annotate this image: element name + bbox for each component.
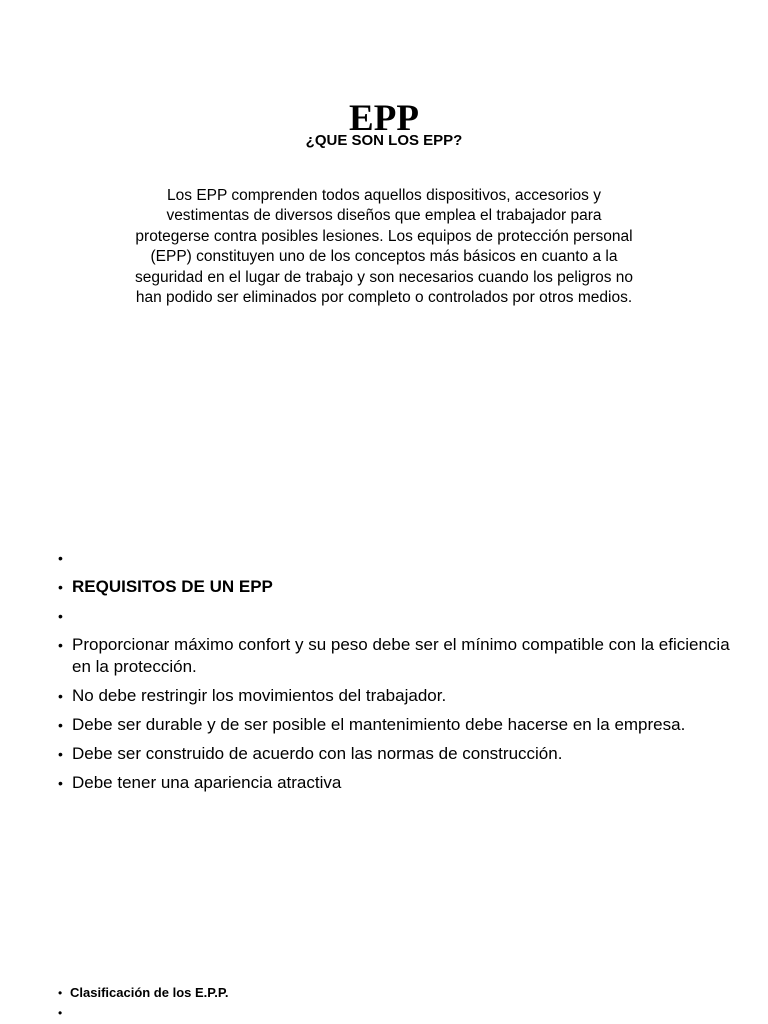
list-item bbox=[58, 743, 738, 765]
list-item bbox=[58, 605, 738, 627]
list-item bbox=[58, 547, 738, 569]
intro-line: vestimentas de diversos diseños que emplea el trabajador para bbox=[166, 207, 602, 225]
bullet-icon: • bbox=[58, 550, 63, 566]
list-item bbox=[58, 1003, 738, 1023]
bullet-icon: • bbox=[58, 986, 63, 1000]
list-item-text: Debe tener una apariencia atractiva bbox=[72, 773, 342, 792]
intro-paragraph bbox=[100, 186, 668, 308]
bullet-icon: • bbox=[58, 688, 63, 704]
intro-line: protegerse contra posibles lesiones. Los equipos de protección personal bbox=[135, 227, 633, 245]
classification-heading bbox=[58, 983, 738, 1003]
list-item bbox=[58, 772, 738, 794]
bullet-icon: • bbox=[58, 775, 63, 791]
bullet-icon: • bbox=[58, 637, 63, 653]
list-item bbox=[58, 714, 738, 736]
list-item-text: Proporcionar máximo confort y su peso debe ser el mínimo compatible con la eficiencia en la protección. bbox=[72, 635, 730, 676]
bullet-icon: • bbox=[58, 717, 63, 733]
intro-line: seguridad en el lugar de trabajo y son necesarios cuando los peligros no bbox=[134, 268, 634, 286]
list-item-text: No debe restringir los movimientos del trabajador. bbox=[72, 686, 447, 705]
list-item-text: Debe ser construido de acuerdo con las normas de construcción. bbox=[72, 744, 563, 763]
intro-line: Los EPP comprenden todos aquellos dispositivos, accesorios y bbox=[167, 187, 601, 204]
section-question-heading: ¿QUE SON LOS EPP? bbox=[305, 132, 463, 149]
intro-line: (EPP) constituyen uno de los conceptos más básicos en cuanto a la bbox=[150, 248, 618, 266]
requirements-list bbox=[58, 547, 738, 801]
list-item bbox=[58, 685, 738, 707]
bullet-icon: • bbox=[58, 746, 63, 762]
list-item-text: REQUISITOS DE UN EPP bbox=[72, 577, 273, 596]
page-title: EPP bbox=[349, 97, 419, 139]
list-item-text: Clasificación de los E.P.P. bbox=[70, 985, 229, 1000]
classification-list bbox=[58, 983, 738, 1023]
requirements-heading bbox=[58, 576, 738, 598]
list-item bbox=[58, 634, 738, 678]
bullet-icon: • bbox=[58, 1006, 63, 1020]
intro-line: han podido ser eliminados por completo o controlados por otros medios. bbox=[135, 289, 633, 307]
bullet-icon: • bbox=[58, 608, 63, 624]
bullet-icon: • bbox=[58, 579, 63, 595]
list-item-text: Debe ser durable y de ser posible el mantenimiento debe hacerse en la empresa. bbox=[72, 715, 686, 734]
